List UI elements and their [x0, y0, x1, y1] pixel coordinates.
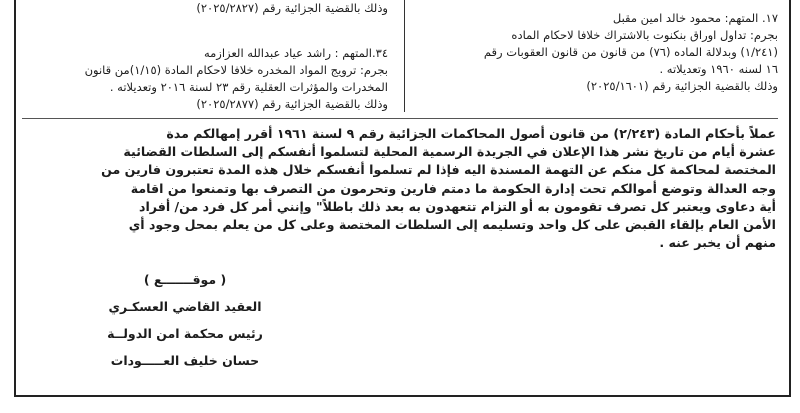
notice-line: عملاً بأحكام المادة (٢/٢٤٣) من قانون أصول المحاكمات الجزائية رقم ٩ لسنة ١٩٦١ أقرر إمهالكم مدة [166, 126, 776, 141]
defendant-17-block [398, 10, 778, 95]
defendant-34-case-number: وذلك بالقضية الجزائية رقم (٢٠٢٥/٢٨٧٧) [196, 97, 388, 111]
defendant-34-block [20, 0, 388, 113]
previous-case-number: وذلك بالقضية الجزائية رقم (٢٠٢٥/٢٨٢٧) [196, 1, 388, 15]
notice-line: عشرة أيام من تاريخ نشر هذا الإعلان في الجريدة الرسمية المحلية لتسلموا أنفسكم إلى السلطات القضائية [123, 144, 776, 160]
defendant-17-charge-line: ١٦ لسنه ١٩٦٠ وتعديلاته . [659, 62, 778, 76]
notice-line: أية دعاوى ويعتبر كل تصرف تقومون به أو التزام تتعهدون به بعد ذلك باطلاً" وإنني أمر كل فرد من/ أفراد [138, 198, 776, 214]
defendant-34-name: ٣٤.المتهم : راشد عياد عبدالله العزازمه [203, 46, 388, 60]
defendant-17-name: ١٧. المتهم: محمود خالد امين مقبل [612, 11, 778, 25]
signer-title: رئيس محكمة امن الدولــة [107, 326, 263, 341]
notice-line: الأمن العام بإلقاء القبض على كل واحد وتسليمه إلى السلطات المختصة وعلى كل من يعلم بمحل وجود أي [128, 217, 776, 233]
section-divider [22, 118, 778, 119]
defendant-34-charge-line: المخدرات والمؤثرات العقلية رقم ٢٣ لسنة ٢٠١٦ وتعديلاته . [109, 80, 388, 94]
column-divider [404, 0, 405, 112]
notice-line: المختصة لمحاكمة كل منكم عن التهمة المسندة اليه فإذا لم تسلموا أنفسكم خلال هذه المدة تعتبرون فارين من [101, 162, 776, 178]
signer-rank: العقيد القاضي العسكـري [108, 299, 262, 314]
signed-label: ( موقـــــــع ) [143, 272, 227, 287]
notice-line: وجه العدالة وتوضع أموالكم تحت إدارة الحكومة ما دمتم فارين وتحرمون من التصرف بها وتمنعوا من اقامة [130, 180, 776, 196]
defendant-17-charge-line: (١/٢٤١) وبدلالة الماده (٧٦) من قانون من قانون العقوبات رقم [483, 45, 778, 59]
defendant-17-case-number: وذلك بالقضية الجزائية رقم (٢٠٢٥/١٦٠١) [586, 79, 778, 93]
signature-block [40, 266, 330, 374]
defendant-17-charge-line: بجرم: تداول اوراق بنكنوت بالاشتراك خلافا لاحكام الماده [511, 28, 778, 42]
defendant-34-charge-line: بجرم: ترويج المواد المخدره خلافا لاحكام المادة (١/١٥)من قانون [84, 63, 388, 77]
signer-name: حسان خليف العـــــودات [110, 353, 260, 368]
notice-line: منهم أن يخبر عنه . [659, 235, 776, 251]
notice-body [24, 125, 776, 252]
